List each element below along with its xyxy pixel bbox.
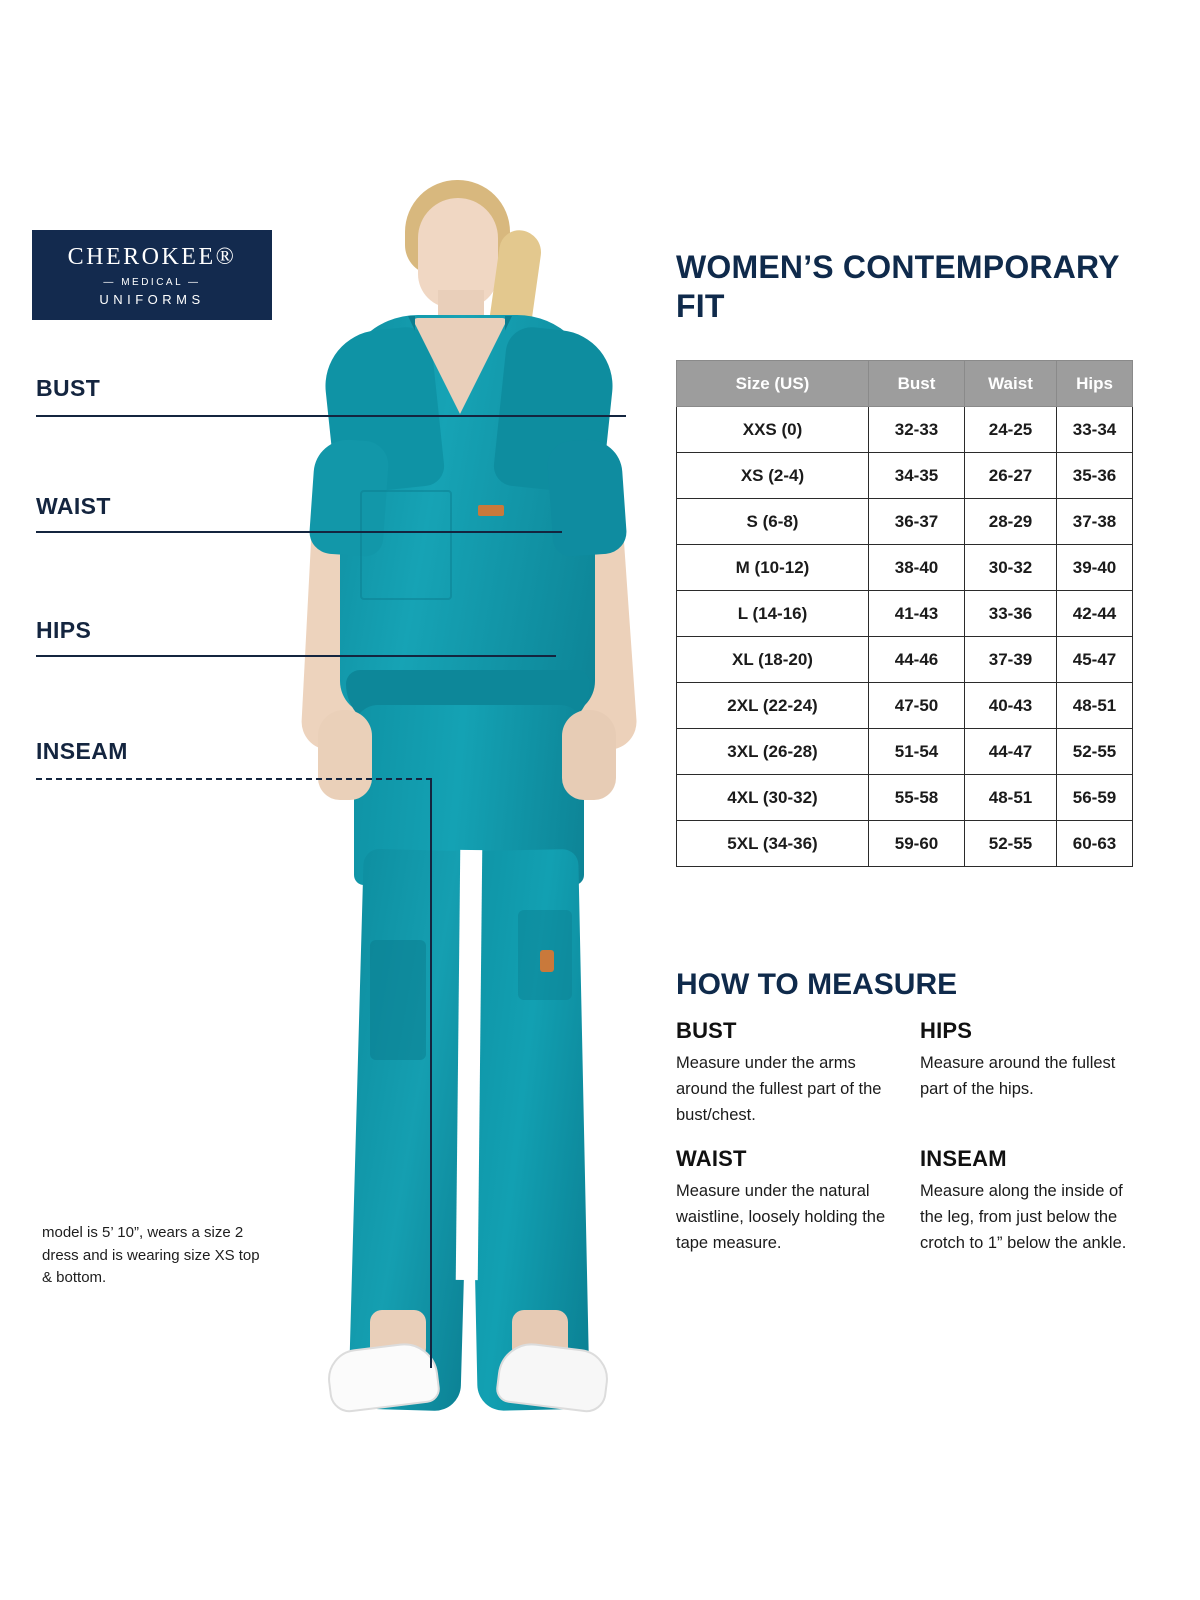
cell-hips: 35-36	[1057, 453, 1133, 499]
cell-hips: 60-63	[1057, 821, 1133, 867]
cell-waist: 52-55	[965, 821, 1057, 867]
table-row	[677, 821, 1133, 867]
cell-size: S (6-8)	[677, 499, 869, 545]
size-chart-table	[676, 360, 1133, 867]
measure-label-waist: WAIST	[676, 1146, 747, 1172]
guide-line-hips	[36, 655, 556, 657]
guide-line-inseam	[36, 778, 432, 780]
brand-name: CHEROKEE®	[67, 243, 237, 270]
cell-bust: 34-35	[869, 453, 965, 499]
table-row	[677, 591, 1133, 637]
guide-label-inseam: INSEAM	[36, 738, 128, 764]
brand-line-medical: — MEDICAL —	[103, 276, 201, 288]
scrub-cargo-pocket	[370, 940, 426, 1060]
how-to-measure-title: HOW TO MEASURE	[676, 968, 958, 1001]
scrub-sleeve-right	[546, 438, 628, 558]
cell-size: 2XL (22-24)	[677, 683, 869, 729]
cell-waist: 48-51	[965, 775, 1057, 821]
cell-hips: 56-59	[1057, 775, 1133, 821]
page-title: WOMEN’S CONTEMPORARY FIT	[676, 249, 1120, 325]
cell-size: 4XL (30-32)	[677, 775, 869, 821]
column-header-waist: Waist	[965, 361, 1057, 407]
measure-text-hips: Measure around the fullest part of the hips.	[920, 1054, 1116, 1099]
model-hand-left	[318, 710, 372, 800]
measure-block-hips	[920, 1018, 1146, 1128]
cell-size: XS (2-4)	[677, 453, 869, 499]
cell-waist: 37-39	[965, 637, 1057, 683]
how-to-measure-grid	[676, 1018, 1146, 1256]
column-header-size: Size (US)	[677, 361, 869, 407]
cell-waist: 40-43	[965, 683, 1057, 729]
cell-hips: 48-51	[1057, 683, 1133, 729]
cell-bust: 36-37	[869, 499, 965, 545]
guide-label-bust: BUST	[36, 375, 101, 401]
guide-line-waist	[36, 531, 562, 533]
table-row	[677, 683, 1133, 729]
brand-line-uniforms: UNIFORMS	[99, 291, 205, 307]
cell-waist: 28-29	[965, 499, 1057, 545]
cell-hips: 42-44	[1057, 591, 1133, 637]
measure-block-bust	[676, 1018, 920, 1128]
scrub-chest-pocket	[360, 490, 452, 600]
cell-bust: 55-58	[869, 775, 965, 821]
cell-size: M (10-12)	[677, 545, 869, 591]
table-header-row	[677, 361, 1133, 407]
measure-text-bust: Measure under the arms around the fullest part of the bust/chest.	[676, 1054, 882, 1125]
cell-size: 3XL (26-28)	[677, 729, 869, 775]
right-panel	[676, 0, 1156, 1600]
guide-line-bust	[36, 415, 626, 417]
cell-hips: 39-40	[1057, 545, 1133, 591]
cell-size: L (14-16)	[677, 591, 869, 637]
table-row	[677, 545, 1133, 591]
cell-waist: 30-32	[965, 545, 1057, 591]
measure-label-bust: BUST	[676, 1018, 737, 1043]
column-header-bust: Bust	[869, 361, 965, 407]
cell-bust: 51-54	[869, 729, 965, 775]
cell-waist: 24-25	[965, 407, 1057, 453]
model-photo	[250, 150, 670, 1400]
cell-hips: 33-34	[1057, 407, 1133, 453]
table-row	[677, 729, 1133, 775]
cell-bust: 59-60	[869, 821, 965, 867]
measure-text-waist: Measure under the natural waistline, loosely holding the tape measure.	[676, 1182, 886, 1253]
cell-size: XL (18-20)	[677, 637, 869, 683]
cell-waist: 26-27	[965, 453, 1057, 499]
guide-label-waist: WAIST	[36, 493, 111, 519]
guide-line-inseam-vertical	[430, 778, 432, 1368]
measure-text-inseam: Measure along the inside of the leg, from just below the crotch to 1” below the ankle.	[920, 1182, 1127, 1253]
model-shoe-right	[495, 1340, 612, 1415]
cell-waist: 44-47	[965, 729, 1057, 775]
cell-hips: 52-55	[1057, 729, 1133, 775]
measure-block-inseam	[920, 1146, 1146, 1256]
table-row	[677, 775, 1133, 821]
column-header-hips: Hips	[1057, 361, 1133, 407]
measure-label-hips: HIPS	[920, 1018, 973, 1043]
cell-bust: 47-50	[869, 683, 965, 729]
table-row	[677, 637, 1133, 683]
cell-size: 5XL (34-36)	[677, 821, 869, 867]
model-hand-right	[562, 710, 616, 800]
cell-hips: 45-47	[1057, 637, 1133, 683]
cell-hips: 37-38	[1057, 499, 1133, 545]
guide-label-hips: HIPS	[36, 617, 92, 643]
measure-block-waist	[676, 1146, 920, 1256]
model-note: model is 5’ 10”, wears a size 2 dress and is wearing size XS top & bottom.	[42, 1224, 260, 1286]
measure-label-inseam: INSEAM	[920, 1146, 1007, 1172]
table-row	[677, 499, 1133, 545]
table-row	[677, 407, 1133, 453]
cell-bust: 32-33	[869, 407, 965, 453]
cell-waist: 33-36	[965, 591, 1057, 637]
table-row	[677, 453, 1133, 499]
cell-size: XXS (0)	[677, 407, 869, 453]
pants-brand-tab	[540, 950, 554, 972]
scrub-brand-tab	[478, 505, 504, 516]
brand-logo	[32, 230, 272, 320]
cell-bust: 44-46	[869, 637, 965, 683]
cell-bust: 41-43	[869, 591, 965, 637]
leg-gap	[456, 850, 483, 1280]
cell-bust: 38-40	[869, 545, 965, 591]
